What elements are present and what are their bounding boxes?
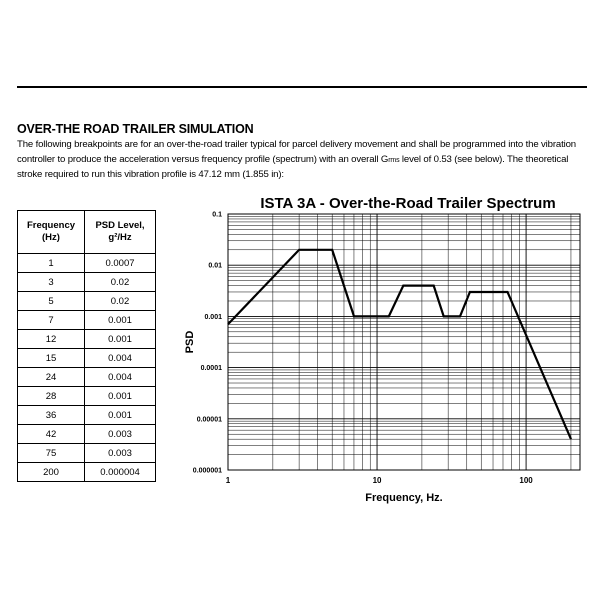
- table-row: [18, 463, 156, 482]
- psd-cell: 0.02: [85, 292, 156, 311]
- frequency-cell: 200: [18, 463, 85, 482]
- psd-cell: 0.003: [85, 444, 156, 463]
- x-axis-label: Frequency, Hz.: [365, 492, 443, 504]
- y-tick-label: 0.001: [204, 313, 222, 321]
- section-title: OVER-THE ROAD TRAILER SIMULATION: [17, 122, 254, 136]
- y-tick-label: 0.0001: [200, 365, 222, 373]
- psd-cell: 0.001: [85, 311, 156, 330]
- table-row: [18, 311, 156, 330]
- frequency-cell: 1: [18, 254, 85, 273]
- frequency-cell: 15: [18, 349, 85, 368]
- y-tick-label: 0.00001: [196, 416, 222, 424]
- frequency-cell: 7: [18, 311, 85, 330]
- y-tick-label: 0.01: [208, 262, 222, 270]
- frequency-cell: 3: [18, 273, 85, 292]
- frequency-cell: 28: [18, 387, 85, 406]
- y-axis-label: PSD: [184, 330, 196, 354]
- table-row: [18, 425, 156, 444]
- y-tick-label: 0.1: [212, 211, 222, 219]
- breakpoint-table: [17, 210, 156, 482]
- x-tick-label: 100: [519, 476, 533, 485]
- psd-chart-svg: [170, 188, 590, 508]
- table-row: [18, 330, 156, 349]
- table-row: [18, 273, 156, 292]
- table-row: [18, 368, 156, 387]
- frequency-column-header: [18, 211, 85, 254]
- frequency-cell: 5: [18, 292, 85, 311]
- psd-cell: 0.004: [85, 349, 156, 368]
- psd-cell: 0.000004: [85, 463, 156, 482]
- psd-cell: 0.001: [85, 406, 156, 425]
- table-row: [18, 444, 156, 463]
- intro-text-2: level of 0.53 (see below). The theoretical stroke required to run this vibration profile is 47.12 mm (1.855 in):: [17, 153, 569, 180]
- table-row: [18, 406, 156, 425]
- frequency-header-line1: Frequency: [26, 220, 76, 231]
- table-row: [18, 387, 156, 406]
- psd-chart: [170, 188, 590, 508]
- table-row: [18, 292, 156, 311]
- psd-column-header: [85, 211, 156, 254]
- psd-cell: 0.001: [85, 387, 156, 406]
- psd-series-line: [228, 250, 571, 439]
- psd-header-line2: g²/Hz: [108, 232, 132, 243]
- grms-subscript: rms: [388, 156, 400, 164]
- plot-frame: [228, 214, 580, 470]
- psd-header-line1: PSD Level,: [95, 220, 145, 231]
- psd-cell: 0.001: [85, 330, 156, 349]
- header-rule: [17, 86, 587, 88]
- frequency-cell: 75: [18, 444, 85, 463]
- psd-cell: 0.02: [85, 273, 156, 292]
- frequency-cell: 24: [18, 368, 85, 387]
- x-tick-label: 10: [372, 476, 382, 485]
- y-tick-label: 0.000001: [192, 467, 222, 475]
- x-tick-label: 1: [225, 476, 231, 485]
- frequency-cell: 42: [18, 425, 85, 444]
- intro-text-1: The following breakpoints are for an over-the-road trailer typical for parcel delivery movement and shall be programmed into the vibration controller to produce the acceleration versus frequency profile (spectrum) with an overall G: [17, 139, 576, 165]
- intro-paragraph: [17, 138, 592, 183]
- psd-cell: 0.004: [85, 368, 156, 387]
- table-row: [18, 349, 156, 368]
- table-header-row: [18, 211, 156, 254]
- frequency-header-line2: (Hz): [42, 232, 60, 243]
- frequency-cell: 12: [18, 330, 85, 349]
- table-row: [18, 254, 156, 273]
- psd-cell: 0.0007: [85, 254, 156, 273]
- frequency-cell: 36: [18, 406, 85, 425]
- psd-cell: 0.003: [85, 425, 156, 444]
- chart-title: ISTA 3A - Over-the-Road Trailer Spectrum: [260, 195, 556, 212]
